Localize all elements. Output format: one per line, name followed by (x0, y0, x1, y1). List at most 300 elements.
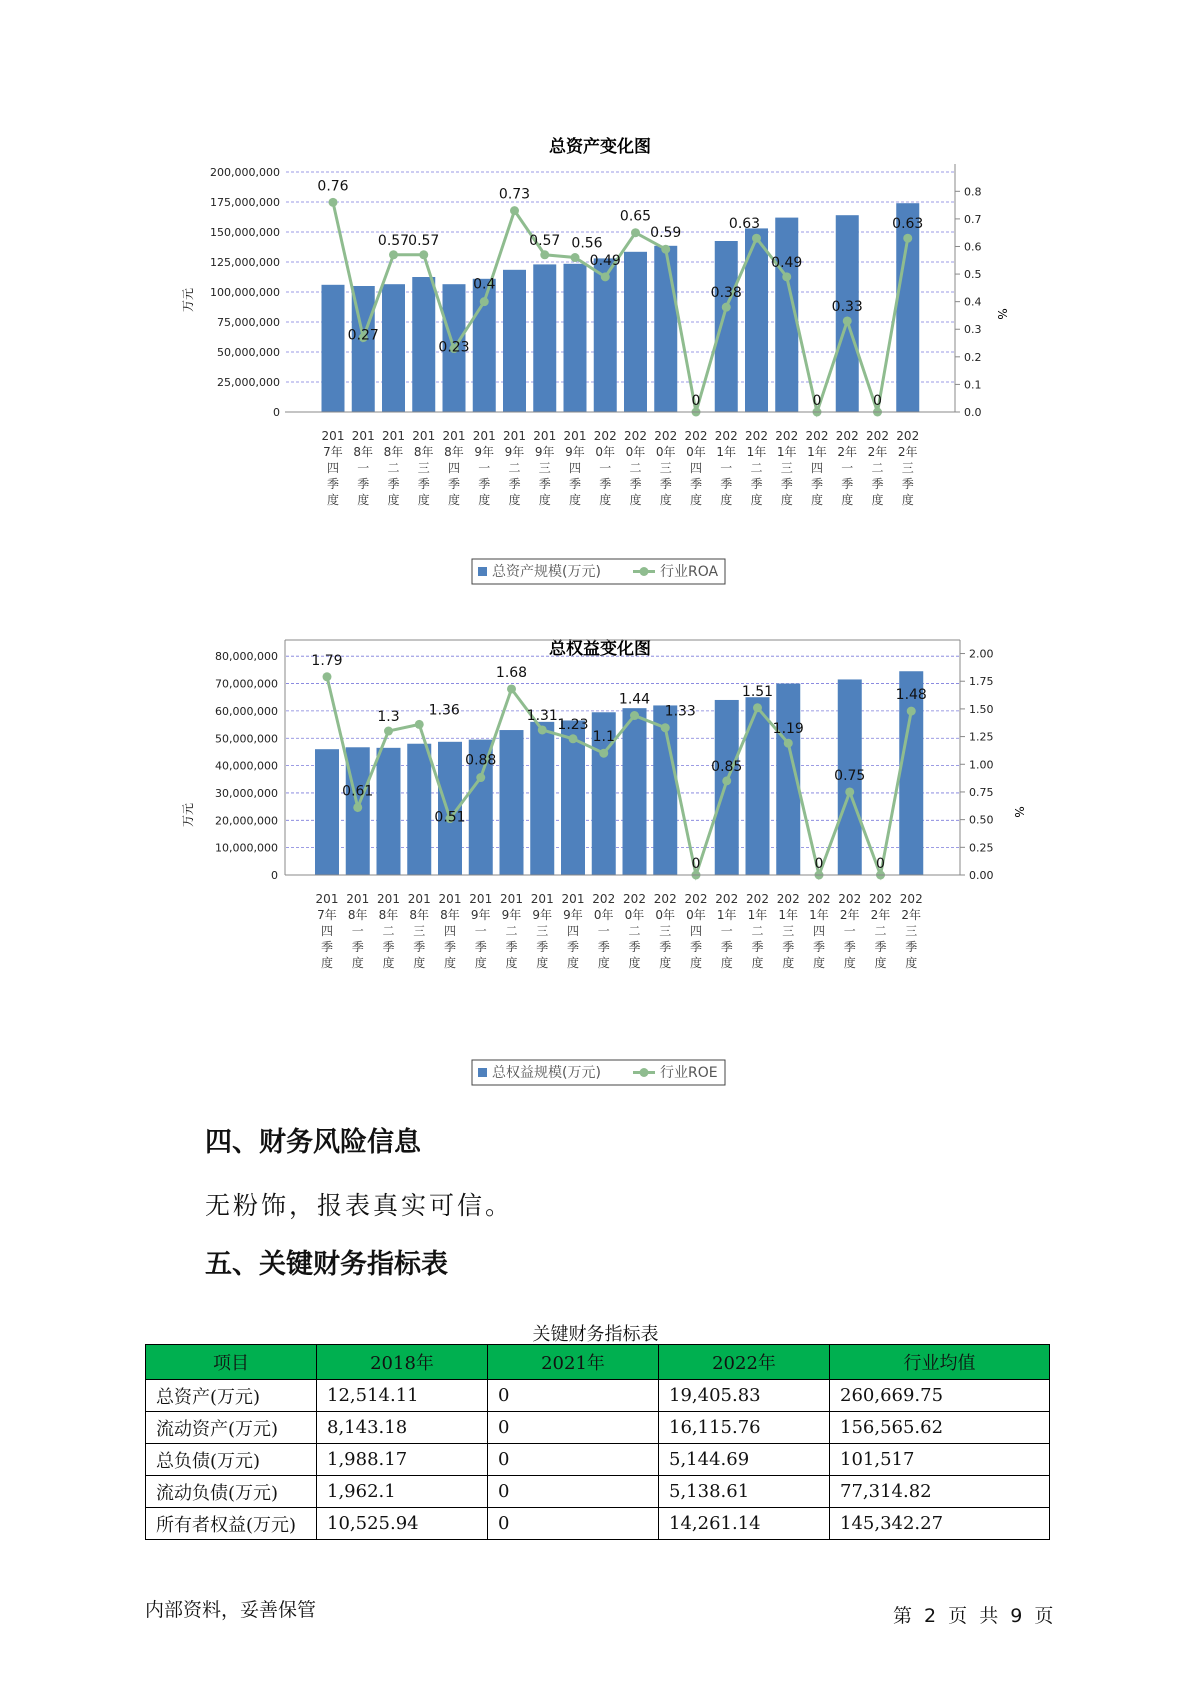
total-assets-chart (0, 130, 1191, 600)
line-series (311, 653, 926, 880)
x-tick-label: 202 (896, 429, 920, 443)
x-tick-label: 二 (628, 924, 641, 938)
x-tick-label: 度 (901, 493, 914, 507)
bar (564, 264, 587, 412)
x-tick-label: 0年 (624, 908, 645, 922)
x-tick-label: 201 (315, 892, 339, 906)
x-tick-label: 201 (412, 429, 436, 443)
x-tick-label: 一 (478, 461, 491, 475)
x-tick-label: 季 (628, 940, 641, 954)
x-tick-label: 四 (320, 924, 334, 938)
x-tick-label: 季 (387, 477, 400, 491)
point-label: 0.65 (619, 208, 652, 225)
line-point (661, 245, 670, 254)
x-tick-label: 201 (530, 892, 554, 906)
point-label: 1.48 (895, 687, 927, 704)
x-tick-label: 度 (538, 493, 551, 507)
x-tick-label: 季 (508, 477, 521, 491)
y2-axis-label: % (995, 308, 1009, 320)
x-tick-label: 度 (351, 956, 364, 970)
y-tick-label: 125,000,000 (210, 256, 280, 269)
x-tick-label: 202 (715, 892, 739, 906)
x-tick-label: 季 (413, 940, 426, 954)
x-tick-label: 0年 (686, 445, 706, 459)
point-label: 0.85 (711, 758, 743, 775)
x-tick-label: 202 (623, 892, 646, 906)
table-cell: 所有者权益(万元) (146, 1508, 317, 1540)
x-tick-label: 季 (505, 940, 518, 954)
x-tick-label: 202 (805, 429, 829, 443)
y-tick-label: 175,000,000 (210, 196, 280, 209)
x-tick-label: 9年 (565, 445, 585, 459)
x-tick-label: 二 (750, 461, 763, 475)
line-point (571, 253, 580, 262)
x-tick-label: 9年 (563, 908, 583, 922)
y2-tick-label: 0.1 (964, 378, 982, 392)
y2-tick-label: 0.00 (969, 869, 994, 882)
x-tick-label: 度 (874, 956, 887, 970)
x-tick-label: 0年 (655, 445, 676, 459)
table-cell: 14,261.14 (659, 1508, 830, 1540)
table-cell: 19,405.83 (659, 1380, 830, 1412)
footer-page-number: 第 2 页 共 9 页 (893, 1605, 1054, 1627)
x-tick-label: 201 (321, 429, 345, 443)
x-tick-label: 季 (659, 940, 672, 954)
table-cell: 流动负债(万元) (146, 1476, 317, 1508)
y-tick-label: 25,000,000 (217, 376, 280, 389)
y-tick-label: 20,000,000 (215, 814, 278, 828)
x-tick-label: 201 (407, 892, 431, 906)
x-tick-label: 度 (689, 493, 703, 507)
x-tick-label: 二 (505, 924, 518, 938)
x-tick-label: 202 (866, 429, 889, 443)
table-cell: 145,342.27 (830, 1508, 1050, 1540)
point-label: 0.4 (473, 276, 496, 293)
table-cell: 总资产(万元) (146, 1380, 317, 1412)
total-equity-chart-svg (0, 630, 1191, 1100)
x-tick-label: 9年 (532, 908, 553, 922)
x-tick-label: 201 (442, 429, 466, 443)
x-tick-label: 季 (443, 940, 457, 954)
table-cell: 10,525.94 (317, 1508, 488, 1540)
x-tick-label: 季 (566, 940, 580, 954)
x-tick-label: 202 (684, 892, 708, 906)
line-point (784, 739, 793, 748)
x-tick-label: 202 (684, 429, 708, 443)
x-tick-label: 四 (810, 461, 824, 475)
x-tick-label: 9年 (470, 908, 491, 922)
point-label: 0.63 (892, 216, 924, 233)
line-point (329, 198, 338, 207)
x-tick-label: 度 (782, 956, 795, 970)
x-tick-label: 度 (599, 493, 612, 507)
x-tick-label: 2年 (870, 908, 891, 922)
x-tick-label: 度 (689, 956, 703, 970)
bar (377, 748, 401, 875)
x-tick-label: 度 (843, 956, 856, 970)
x-tick-label: 2年 (837, 445, 858, 459)
x-tick-label: 202 (869, 892, 892, 906)
x-tick-label: 三 (538, 461, 551, 475)
point-label: 0.61 (342, 783, 374, 800)
point-label: 0.76 (317, 178, 349, 195)
x-tick-label: 一 (720, 924, 733, 938)
point-label: 0.49 (771, 254, 803, 271)
point-label: 0.63 (728, 216, 761, 233)
x-tick-label: 三 (413, 924, 426, 938)
x-tick-label: 度 (387, 493, 400, 507)
x-tick-label: 季 (689, 940, 703, 954)
header-industry-avg: 行业均值 (830, 1345, 1050, 1380)
y-tick-label: 200,000,000 (210, 166, 280, 179)
table-cell: 0 (488, 1508, 659, 1540)
x-tick-label: 一 (474, 924, 487, 938)
x-tick-label: 季 (841, 477, 854, 491)
x-tick-label: 四 (812, 924, 826, 938)
x-tick-label: 202 (653, 892, 677, 906)
table-row (146, 1476, 1050, 1508)
table-row (146, 1508, 1050, 1540)
x-tick-label: 一 (841, 461, 854, 475)
footer-confidential-note: 内部资料，妥善保管 (145, 1599, 317, 1621)
point-label: 0.59 (650, 225, 682, 242)
x-tick-label: 季 (812, 940, 826, 954)
point-label: 0.38 (710, 285, 742, 302)
x-tick-label: 二 (874, 924, 887, 938)
y2-tick-label: 0.3 (964, 323, 982, 337)
line-point (389, 250, 398, 259)
x-tick-label: 202 (807, 892, 831, 906)
x-tick-label: 0年 (593, 908, 614, 922)
point-label: 1.33 (664, 703, 696, 720)
x-tick-label: 季 (782, 940, 795, 954)
y2-tick-label: 0.0 (964, 406, 982, 419)
point-label: 0 (691, 856, 701, 872)
table-cell: 1,988.17 (317, 1444, 488, 1476)
y-tick-label: 40,000,000 (215, 759, 278, 773)
y2-axis-label: % (1012, 806, 1026, 818)
table-cell: 12,514.11 (317, 1380, 488, 1412)
line-point (384, 727, 393, 736)
x-tick-label: 度 (536, 956, 549, 970)
y2-tick-label: 0.75 (969, 785, 994, 799)
line-point (845, 787, 854, 796)
x-tick-label: 三 (536, 924, 549, 938)
y-tick-label: 0 (273, 406, 280, 419)
line-series (317, 178, 923, 416)
x-tick-label: 度 (905, 956, 918, 970)
x-tick-label: 度 (505, 956, 518, 970)
x-tick-label: 202 (593, 429, 617, 443)
y-tick-label: 150,000,000 (210, 226, 280, 239)
y2-tick-labels (960, 648, 994, 882)
bar (533, 264, 556, 412)
x-tick-label: 季 (659, 477, 672, 491)
x-tick-label: 201 (382, 429, 405, 443)
point-label: 1.1 (592, 729, 615, 746)
x-tick-label: 201 (351, 429, 375, 443)
total-equity-chart (0, 630, 1191, 1100)
x-tick-label: 0年 (625, 445, 646, 459)
line-point (630, 711, 639, 720)
x-tick-label: 7年 (323, 445, 343, 459)
y-tick-label: 30,000,000 (215, 786, 278, 800)
point-label: 0.57 (408, 232, 440, 249)
table-cell: 16,115.76 (659, 1412, 830, 1444)
line-point (722, 776, 731, 785)
line-point (753, 703, 762, 712)
x-tick-label: 三 (417, 461, 430, 475)
x-tick-label: 四 (566, 924, 580, 938)
x-tick-label: 202 (776, 892, 800, 906)
x-tick-label: 9年 (501, 908, 522, 922)
x-tick-label: 季 (689, 477, 703, 491)
y2-tick-label: 0.25 (969, 841, 994, 855)
y-tick-label: 10,000,000 (215, 841, 278, 855)
x-tick-label: 季 (901, 477, 914, 491)
point-label: 0.88 (465, 752, 497, 769)
x-tick-label: 8年 (383, 445, 404, 459)
total-assets-chart-svg (0, 130, 1191, 600)
x-tick-label: 度 (566, 956, 580, 970)
x-tick-label: 季 (751, 940, 764, 954)
x-tick-label: 度 (478, 493, 491, 507)
bar (500, 730, 524, 875)
x-tick-label: 二 (508, 461, 521, 475)
x-tick-label: 度 (417, 493, 430, 507)
x-tick-label: 四 (689, 461, 703, 475)
y-tick-labels (215, 650, 278, 882)
header-2022: 2022年 (659, 1345, 830, 1380)
line-point (661, 723, 670, 732)
x-tick-labels (316, 892, 923, 970)
bar (623, 708, 647, 875)
table-cell: 总负债(万元) (146, 1444, 317, 1476)
x-tick-label: 1年 (778, 908, 799, 922)
x-tick-label: 度 (720, 956, 733, 970)
x-tick-label: 7年 (317, 908, 337, 922)
x-tick-label: 1年 (807, 445, 827, 459)
x-tick-label: 三 (782, 924, 795, 938)
table-row (146, 1444, 1050, 1476)
line-point (722, 303, 731, 312)
table-cell: 0 (488, 1380, 659, 1412)
line-point (601, 272, 610, 281)
x-tick-label: 度 (750, 493, 763, 507)
x-tick-label: 季 (810, 477, 824, 491)
x-tick-label: 202 (592, 892, 616, 906)
point-label: 0.57 (377, 232, 410, 249)
line-point (353, 803, 362, 812)
point-label: 0 (876, 856, 885, 872)
x-tick-label: 季 (351, 940, 364, 954)
x-tick-label: 202 (624, 429, 647, 443)
x-tick-label: 季 (874, 940, 887, 954)
bar (715, 241, 738, 412)
x-tick-label: 202 (835, 429, 859, 443)
line-point (480, 297, 489, 306)
y-tick-label: 60,000,000 (215, 704, 278, 718)
x-tick-label: 二 (382, 924, 395, 938)
legend-line-label: 行业ROE (660, 1065, 718, 1081)
table-cell: 1,962.1 (317, 1476, 488, 1508)
x-tick-label: 二 (629, 461, 642, 475)
x-tick-label: 8年 (409, 908, 430, 922)
x-tick-label: 四 (689, 924, 703, 938)
table-cell: 101,517 (830, 1444, 1050, 1476)
table-header-row (146, 1345, 1050, 1380)
x-tick-label: 度 (629, 493, 642, 507)
chart-title: 总权益变化图 (549, 639, 651, 659)
point-label: 0 (873, 393, 882, 409)
x-tick-label: 二 (387, 461, 400, 475)
x-tick-label: 202 (899, 892, 923, 906)
x-tick-label: 季 (568, 477, 582, 491)
table-cell: 流动资产(万元) (146, 1412, 317, 1444)
x-tick-label: 201 (377, 892, 400, 906)
y2-tick-label: 0.4 (964, 295, 982, 309)
y2-tick-label: 0.5 (964, 268, 982, 282)
x-tick-label: 度 (628, 956, 641, 970)
x-tick-label: 季 (597, 940, 610, 954)
x-tick-label: 度 (568, 493, 582, 507)
line-point (476, 773, 485, 782)
line-point (507, 684, 516, 693)
table-cell: 5,138.61 (659, 1476, 830, 1508)
line-point (843, 316, 852, 325)
x-tick-label: 度 (443, 956, 457, 970)
point-label: 0.49 (589, 252, 621, 269)
line-point (415, 720, 424, 729)
header-2018: 2018年 (317, 1345, 488, 1380)
x-tick-label: 202 (746, 892, 769, 906)
y2-tick-label: 0.6 (964, 240, 982, 254)
line-point (752, 234, 761, 243)
point-label: 1.68 (495, 664, 528, 681)
x-tick-label: 0年 (655, 908, 676, 922)
x-tick-label: 季 (320, 940, 334, 954)
y-axis-label: 万元 (181, 287, 195, 313)
point-label: 0 (691, 393, 701, 409)
x-tick-label: 度 (597, 956, 610, 970)
x-tick-label: 季 (629, 477, 642, 491)
x-tick-label: 季 (536, 940, 549, 954)
legend-bar-label: 总资产规模(万元) (492, 564, 601, 580)
x-tick-label: 四 (443, 924, 457, 938)
header-2021: 2021年 (488, 1345, 659, 1380)
x-tick-label: 1年 (716, 908, 737, 922)
x-tick-label: 二 (751, 924, 764, 938)
point-label: 1.3 (377, 709, 400, 726)
point-label: 0.57 (529, 232, 561, 249)
x-tick-label: 度 (320, 956, 334, 970)
line-point (782, 272, 791, 281)
x-tick-label: 一 (599, 461, 612, 475)
bar (382, 284, 405, 412)
point-label: 1.79 (311, 652, 343, 669)
x-tick-label: 202 (714, 429, 738, 443)
x-tick-label: 季 (538, 477, 551, 491)
y2-tick-labels (955, 185, 982, 419)
point-label: 1.44 (618, 691, 651, 708)
x-tick-label: 8年 (378, 908, 399, 922)
x-tick-label: 8年 (347, 908, 368, 922)
x-tick-label: 季 (478, 477, 491, 491)
point-label: 0.51 (434, 809, 466, 826)
chart-title: 总资产变化图 (549, 137, 651, 157)
x-tick-label: 0年 (686, 908, 706, 922)
point-label: 0.56 (571, 235, 603, 252)
y-tick-label: 100,000,000 (210, 286, 280, 299)
x-tick-label: 度 (382, 956, 395, 970)
bar (412, 277, 435, 412)
x-tick-label: 201 (561, 892, 585, 906)
line-point (538, 725, 547, 734)
line-point (903, 234, 912, 243)
x-tick-label: 季 (599, 477, 612, 491)
y2-tick-label: 0.7 (964, 212, 982, 226)
x-tick-label: 度 (413, 956, 426, 970)
x-tick-label: 202 (838, 892, 862, 906)
point-label: 0.27 (347, 327, 379, 344)
x-tick-label: 度 (357, 493, 370, 507)
legend-bar-label: 总权益规模(万元) (492, 1065, 601, 1081)
point-label: 0.23 (438, 339, 470, 356)
x-tick-label: 1年 (776, 445, 797, 459)
bar (315, 749, 339, 875)
x-tick-label: 三 (780, 461, 793, 475)
table-cell: 0 (488, 1476, 659, 1508)
point-label: 1.19 (772, 721, 804, 738)
bar (594, 258, 617, 412)
x-tick-label: 一 (597, 924, 610, 938)
x-tick-label: 三 (659, 924, 672, 938)
x-tick-label: 201 (346, 892, 370, 906)
x-tick-label: 1年 (716, 445, 737, 459)
x-tick-label: 202 (654, 429, 678, 443)
bar (503, 270, 526, 412)
x-tick-label: 1年 (747, 908, 768, 922)
x-tick-label: 2年 (897, 445, 918, 459)
line-point (510, 206, 519, 215)
x-tick-label: 季 (720, 940, 733, 954)
x-tick-label: 度 (841, 493, 854, 507)
key-financial-indicators-table (145, 1344, 1050, 1540)
x-tick-label: 2年 (901, 908, 922, 922)
x-tick-label: 季 (905, 940, 918, 954)
y2-tick-label: 1.25 (969, 730, 994, 744)
x-tick-label: 201 (503, 429, 526, 443)
x-tick-label: 季 (447, 477, 461, 491)
point-label: 1.23 (557, 716, 589, 733)
point-label: 1.36 (428, 702, 460, 719)
x-tick-label: 二 (871, 461, 884, 475)
x-tick-label: 8年 (353, 445, 374, 459)
x-tick-label: 三 (659, 461, 672, 475)
bar (407, 744, 431, 875)
x-tick-label: 201 (438, 892, 462, 906)
x-tick-label: 202 (775, 429, 799, 443)
chart-legend (472, 1060, 725, 1085)
x-tick-label: 三 (905, 924, 918, 938)
x-tick-label: 201 (500, 892, 523, 906)
header-item: 项目 (146, 1345, 317, 1380)
x-tick-label: 度 (326, 493, 340, 507)
line-point (419, 250, 428, 259)
x-tick-label: 8年 (413, 445, 434, 459)
y-tick-label: 80,000,000 (215, 650, 278, 664)
y-tick-label: 50,000,000 (217, 346, 280, 359)
